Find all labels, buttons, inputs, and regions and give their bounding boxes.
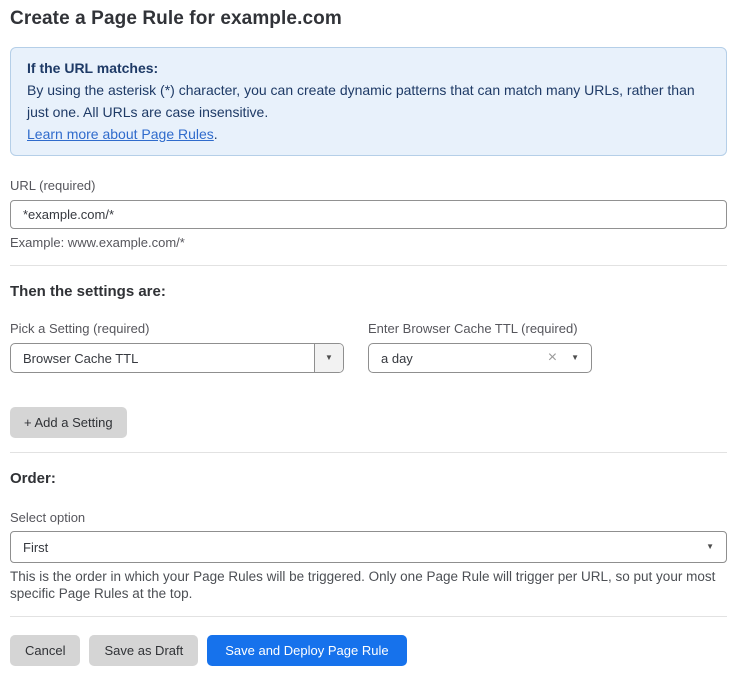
order-helper-text: This is the order in which your Page Rules will be triggered. Only one Page Rule will trigger per URL, so put your most specific Page Rules at the top.: [10, 569, 716, 601]
info-link-line: [27, 123, 710, 145]
setting-select-value: Browser Cache TTL: [23, 350, 139, 366]
page-title: Create a Page Rule for example.com: [10, 8, 342, 29]
url-label: URL (required): [10, 178, 96, 193]
divider: [10, 452, 727, 453]
setting-select[interactable]: [10, 343, 344, 373]
info-box-body-text: By using the asterisk (*) character, you can create dynamic patterns that can match many URLs, rather than just one. All URLs are case insensitive.: [27, 82, 695, 120]
clear-icon[interactable]: ×: [547, 349, 558, 366]
chevron-down-icon: ▼: [571, 353, 579, 362]
settings-row: [10, 305, 727, 373]
footer-actions: [10, 635, 727, 666]
link-period: .: [213, 126, 218, 142]
ttl-select[interactable]: [368, 343, 592, 373]
url-match-info-box: [10, 47, 727, 156]
url-input[interactable]: [10, 200, 727, 229]
order-select[interactable]: [10, 531, 727, 563]
ttl-column: [368, 305, 592, 373]
divider: [10, 616, 727, 617]
order-select-value: First: [23, 539, 49, 555]
order-heading: Order:: [10, 470, 56, 487]
dropdown-arrow-button[interactable]: [314, 344, 343, 372]
pick-setting-label: Pick a Setting (required): [10, 321, 150, 336]
divider: [10, 265, 727, 266]
info-box-heading: If the URL matches:: [27, 60, 159, 76]
add-setting-button[interactable]: + Add a Setting: [10, 407, 127, 438]
ttl-select-value: a day: [381, 350, 413, 366]
order-select-label: Select option: [10, 510, 86, 525]
cancel-button[interactable]: Cancel: [10, 635, 80, 666]
pick-setting-column: [10, 305, 344, 373]
save-deploy-button[interactable]: Save and Deploy Page Rule: [207, 635, 406, 666]
info-box-body: [27, 79, 710, 123]
chevron-down-icon: ▼: [706, 542, 714, 551]
url-example-helper: Example: www.example.com/*: [10, 235, 185, 250]
settings-heading: Then the settings are:: [10, 283, 166, 300]
ttl-label: Enter Browser Cache TTL (required): [368, 321, 578, 336]
learn-more-link[interactable]: Learn more about Page Rules: [27, 126, 214, 142]
chevron-down-icon: ▼: [325, 353, 333, 362]
save-draft-button[interactable]: Save as Draft: [89, 635, 198, 666]
